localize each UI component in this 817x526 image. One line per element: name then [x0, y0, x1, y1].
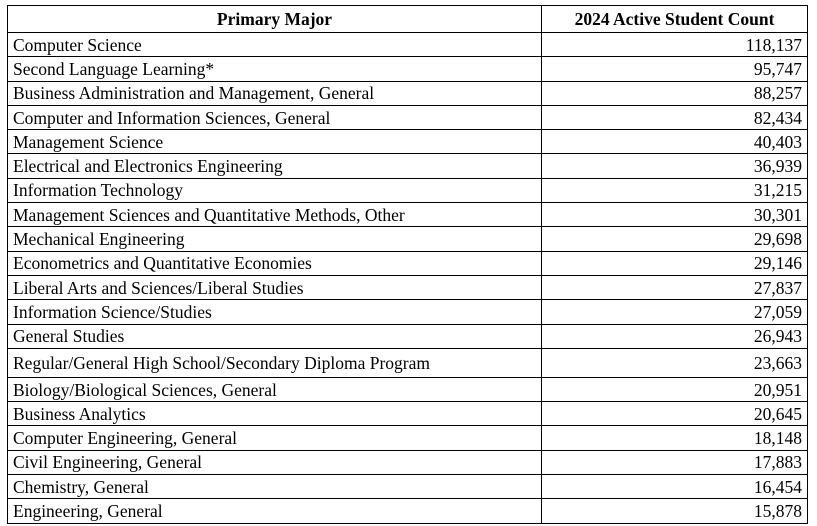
- major-cell: Business Analytics: [8, 402, 542, 426]
- document: [7, 5, 808, 524]
- table-row: [8, 377, 808, 401]
- table-row: [8, 275, 808, 299]
- major-cell: Information Technology: [8, 178, 542, 202]
- major-cell: Computer and Information Sciences, General: [8, 105, 542, 129]
- table-row: [8, 475, 808, 499]
- major-cell: Business Administration and Management, General: [8, 81, 542, 105]
- major-cell: General Studies: [8, 324, 542, 348]
- major-cell: Computer Engineering, General: [8, 426, 542, 450]
- major-cell: Chemistry, General: [8, 475, 542, 499]
- table-row: [8, 81, 808, 105]
- major-cell: Civil Engineering, General: [8, 450, 542, 474]
- count-cell: 20,645: [542, 402, 808, 426]
- count-cell: 16,454: [542, 475, 808, 499]
- table-body: [8, 33, 808, 524]
- major-cell: Regular/General High School/Secondary Diploma Program: [8, 348, 542, 377]
- table-row: [8, 426, 808, 450]
- major-cell: Electrical and Electronics Engineering: [8, 154, 542, 178]
- major-cell: Second Language Learning*: [8, 57, 542, 81]
- table-row: [8, 105, 808, 129]
- table-row: [8, 324, 808, 348]
- count-cell: 27,837: [542, 275, 808, 299]
- count-cell: 27,059: [542, 300, 808, 324]
- count-cell: 17,883: [542, 450, 808, 474]
- header-active-student-count: 2024 Active Student Count: [542, 6, 808, 33]
- count-cell: 40,403: [542, 130, 808, 154]
- count-cell: 15,878: [542, 499, 808, 523]
- count-cell: 36,939: [542, 154, 808, 178]
- count-cell: 30,301: [542, 203, 808, 227]
- count-cell: 88,257: [542, 81, 808, 105]
- major-cell: Management Science: [8, 130, 542, 154]
- table-row: [8, 203, 808, 227]
- major-cell: Liberal Arts and Sciences/Liberal Studies: [8, 275, 542, 299]
- count-cell: 29,146: [542, 251, 808, 275]
- major-cell: Engineering, General: [8, 499, 542, 523]
- majors-table: [7, 5, 808, 524]
- count-cell: 95,747: [542, 57, 808, 81]
- table-row: [8, 402, 808, 426]
- table-row: [8, 57, 808, 81]
- count-cell: 29,698: [542, 227, 808, 251]
- count-cell: 26,943: [542, 324, 808, 348]
- major-cell: Econometrics and Quantitative Economies: [8, 251, 542, 275]
- count-cell: 31,215: [542, 178, 808, 202]
- table-row: [8, 348, 808, 377]
- major-cell: Management Sciences and Quantitative Methods, Other: [8, 203, 542, 227]
- table-row: [8, 154, 808, 178]
- count-cell: 18,148: [542, 426, 808, 450]
- table-row: [8, 450, 808, 474]
- major-cell: Computer Science: [8, 33, 542, 57]
- count-cell: 118,137: [542, 33, 808, 57]
- table-row: [8, 300, 808, 324]
- major-cell: Mechanical Engineering: [8, 227, 542, 251]
- header-primary-major: Primary Major: [8, 6, 542, 33]
- table-row: [8, 178, 808, 202]
- table-header-row: [8, 6, 808, 33]
- table-row: [8, 227, 808, 251]
- table-row: [8, 130, 808, 154]
- major-cell: Information Science/Studies: [8, 300, 542, 324]
- table-row: [8, 499, 808, 523]
- table-row: [8, 33, 808, 57]
- count-cell: 82,434: [542, 105, 808, 129]
- table-row: [8, 251, 808, 275]
- count-cell: 23,663: [542, 348, 808, 377]
- count-cell: 20,951: [542, 377, 808, 401]
- major-cell: Biology/Biological Sciences, General: [8, 377, 542, 401]
